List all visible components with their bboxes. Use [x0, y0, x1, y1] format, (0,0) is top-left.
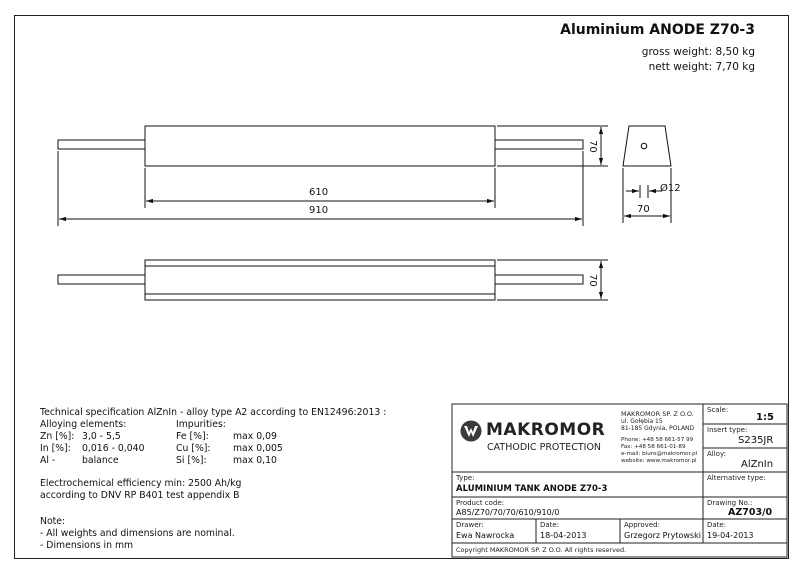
alloy-value: AlZnIn — [741, 459, 774, 470]
dim-label-70-bottom: 70 — [587, 274, 598, 287]
drawing-title: Aluminium ANODE Z70-3 — [560, 22, 755, 38]
logo-text: MAKROMOR — [486, 420, 606, 440]
dim-label-610: 610 — [309, 187, 329, 198]
drawing-no-value: AZ703/0 — [728, 507, 773, 518]
spec-row-val: balance — [82, 455, 119, 466]
dim-label-910: 910 — [309, 205, 329, 216]
company-name: MAKROMOR SP. Z O.O. — [621, 410, 694, 418]
product-code-value: A85/Z70/70/70/610/910/0 — [456, 508, 560, 517]
nett-weight: nett weight: 7,70 kg — [648, 61, 755, 73]
anode-top-view — [58, 126, 583, 166]
insert-rod-left-top — [58, 140, 145, 149]
alternative-type-label: Alternative type: — [707, 474, 766, 482]
alloy-label: Alloy: — [707, 450, 726, 458]
logo-subtitle: CATHODIC PROTECTION — [487, 442, 602, 453]
drawing-no-label: Drawing No.: — [707, 499, 753, 507]
insert-rod-right-top — [495, 140, 583, 149]
spec-row-imp: Fe [%]: — [176, 431, 209, 442]
spec-heading: Technical specification AlZnIn - alloy type A2 according to EN12496:2013 : — [40, 407, 387, 418]
drawer-value: Ewa Nawrocka — [456, 531, 515, 540]
spec-row-el: Al - — [40, 455, 56, 466]
insert-type-value: S235JR — [738, 435, 774, 446]
insert-rod-right-bottom — [495, 275, 583, 284]
dim-label-70-top: 70 — [587, 140, 598, 153]
note-weights: - All weights and dimensions are nominal. — [40, 528, 235, 539]
company-street: ul. Gołębia 15 — [621, 418, 663, 425]
scale-label: Scale: — [707, 406, 729, 414]
efficiency-line-1: Electrochemical efficiency min: 2500 Ah/kg — [40, 478, 242, 489]
insert-type-label: Insert type: — [707, 426, 748, 434]
note-units: - Dimensions in mm — [40, 540, 134, 551]
efficiency-line-2: according to DNV RP B401 test appendix B — [40, 490, 240, 501]
product-code-label: Product code: — [456, 499, 505, 507]
spec-row-ival: max 0,005 — [233, 443, 283, 454]
company-website: website: www.makromor.pl — [621, 458, 697, 464]
spec-row-ival: max 0,10 — [233, 455, 277, 466]
approved-value: Grzegorz Prytowski — [624, 531, 701, 540]
spec-row-val: 3,0 - 5,5 — [82, 431, 121, 442]
dim-label-diameter-12: Ø12 — [660, 183, 681, 194]
spec-row-el: In [%]: — [40, 443, 71, 454]
dim-label-70-section: 70 — [637, 204, 650, 215]
gross-weight: gross weight: 8,50 kg — [641, 46, 755, 58]
impurities-label: Impurities: — [176, 419, 226, 430]
company-city: 81-185 Gdynia, POLAND — [621, 425, 695, 432]
anode-body-top — [145, 126, 495, 166]
insert-rod-left-bottom — [58, 275, 145, 284]
type-value: ALUMINIUM TANK ANODE Z70-3 — [456, 484, 608, 494]
spec-row-imp: Si [%]: — [176, 455, 207, 466]
spec-row-ival: max 0,09 — [233, 431, 277, 442]
date2-value: 19-04-2013 — [707, 531, 754, 540]
company-phone: Phone: +48 58 661-57 99 — [621, 437, 694, 443]
anode-bottom-view — [58, 260, 583, 300]
makromor-logo-mark — [461, 421, 482, 442]
date2-label: Date: — [707, 521, 727, 529]
scale-value: 1:5 — [756, 412, 774, 423]
approved-label: Approved: — [624, 521, 660, 529]
spec-row-el: Zn [%]: — [40, 431, 75, 442]
drawer-label: Drawer: — [456, 521, 484, 529]
date1-label: Date: — [540, 521, 560, 529]
copyright: Copyright MAKROMOR SP. Z O.O. All rights reserved. — [456, 546, 627, 554]
type-label: Type: — [456, 474, 475, 482]
company-email: e-mail: biuro@makromor.pl — [621, 451, 698, 457]
spec-row-imp: Cu [%]: — [176, 443, 211, 454]
notes-heading: Note: — [40, 516, 66, 527]
alloying-label: Alloying elements: — [40, 419, 127, 430]
date1-value: 18-04-2013 — [540, 531, 587, 540]
company-fax: Fax: +48 58 661-01-89 — [621, 444, 686, 450]
spec-row-val: 0,016 - 0,040 — [82, 443, 145, 454]
